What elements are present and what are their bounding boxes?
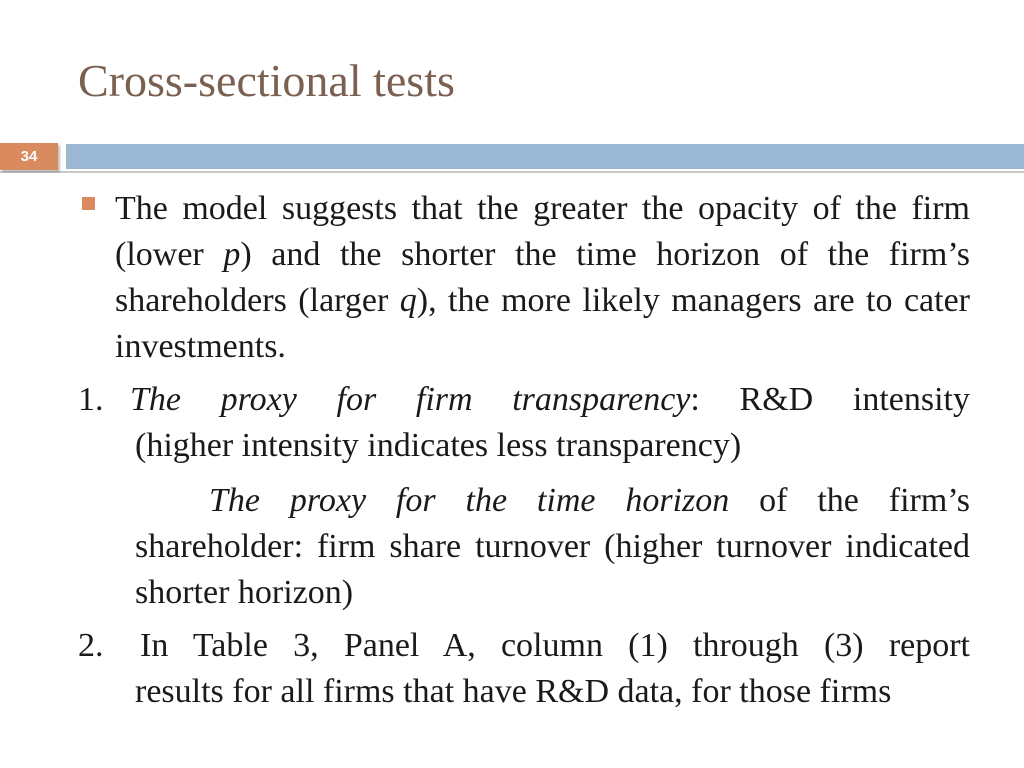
bullet-text-part3: ), the more likely managers are to cater investments. — [115, 282, 970, 365]
item1-para2-rest: of the firm’s shareholder: firm share turnover (higher turnover indicated shorter horizon) — [135, 482, 971, 611]
square-bullet-icon — [82, 197, 95, 210]
item2-line1: In Table 3, Panel A, column (1) through (3) report — [140, 627, 970, 664]
slide-title: Cross-sectional tests — [78, 55, 455, 106]
item1-italic: The proxy for firm transparency — [130, 381, 691, 418]
numbered-item-1 — [78, 377, 970, 616]
bullet-text-part1: The model suggests that the greater the opacity of the firm (lower — [115, 190, 970, 273]
variable-q: q — [399, 282, 417, 319]
item1-paragraph2 — [78, 478, 970, 616]
bullet-paragraph — [78, 186, 970, 370]
item1-para2-italic: The proxy for the time horizon — [209, 482, 730, 519]
variable-p: p — [223, 236, 241, 273]
slide-body — [78, 186, 970, 715]
slide-number: 34 — [0, 143, 58, 170]
item2-line2: results for all firms that have R&D data, for those firms — [135, 673, 892, 710]
header-divider — [0, 171, 1024, 173]
bullet-text-part2: ) and the shorter the time horizon of the firm’s shareholders (larger — [115, 236, 970, 319]
header-bar — [66, 144, 1024, 169]
item-number-1: 1. — [78, 381, 104, 418]
numbered-item-2 — [78, 623, 970, 715]
item-number-2: 2. — [78, 627, 104, 664]
item1-rest: : R&D intensity — [690, 381, 970, 418]
item1-line1 — [78, 377, 970, 423]
item1-line2: (higher intensity indicates less transparency) — [135, 427, 742, 464]
